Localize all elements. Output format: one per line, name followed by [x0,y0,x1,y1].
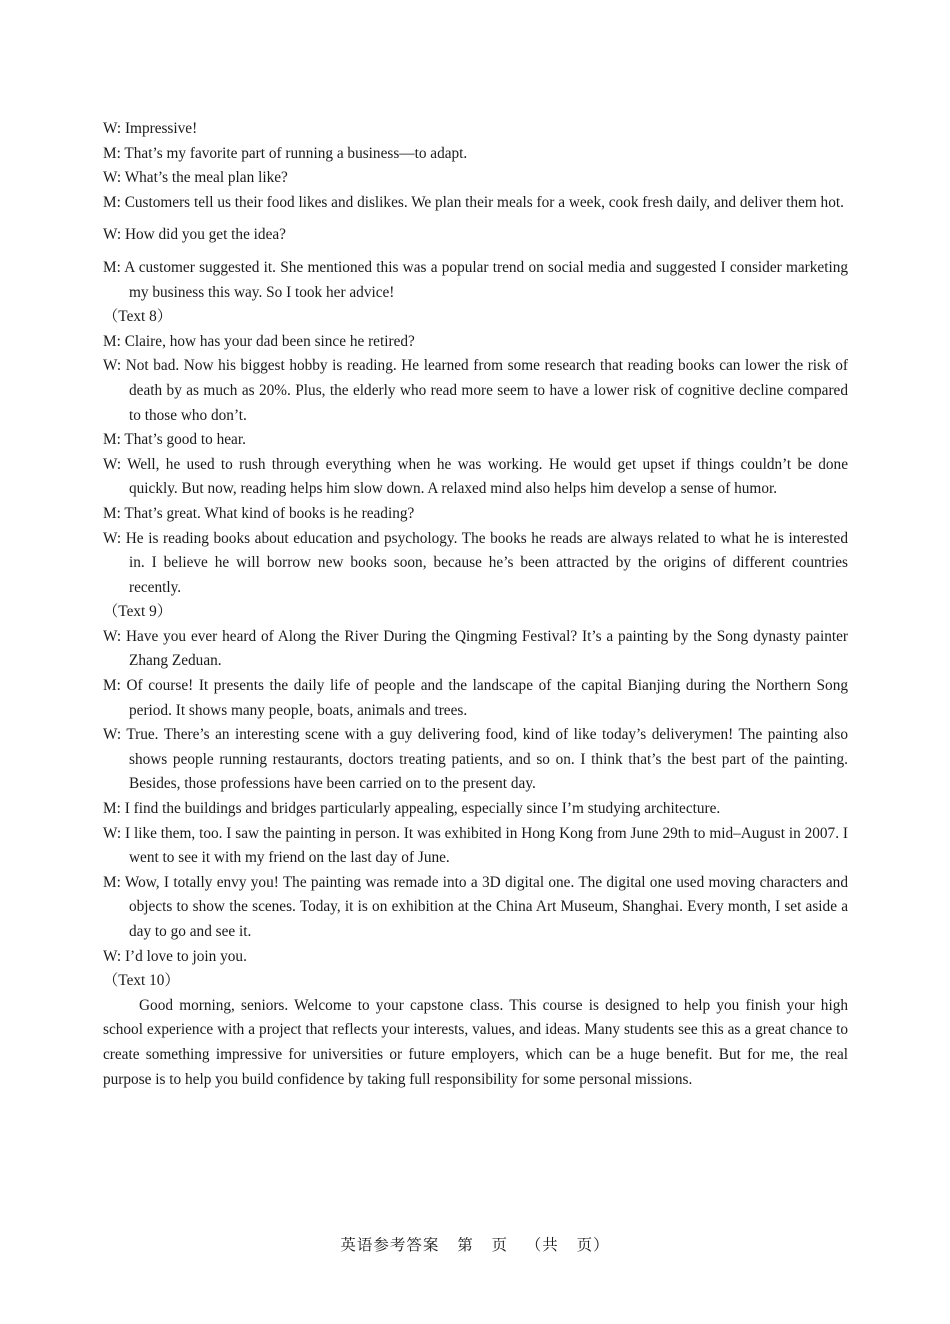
line-text: What’s the meal plan like? [124,169,288,187]
dialogue-line [103,871,848,945]
footer-ye-close: 页） [576,1236,610,1254]
speaker-label: W: [103,169,122,187]
line-text: He is reading books about education and psychology. The books he reads are always related to what he is interested in. I believe he will borrow new books soon, because he’s been attracted by the origins of different countries recently. [125,529,848,596]
line-text: Claire, how has your dad been since he retired? [124,332,415,350]
footer-di: 第 [457,1236,474,1254]
line-text: Not bad. Now his biggest hobby is reading. He learned from some research that reading books can lower the risk of death by as much as 20%. Plus, the elderly who read more seem to have a lower risk of cognitive decline compared to those who don’t. [125,357,848,424]
speaker-label: M: [103,193,121,211]
dialogue-line [103,191,848,216]
text10-heading: （Text 10） [103,972,180,990]
speaker-label: W: [103,455,122,473]
speaker-label: M: [103,431,121,449]
line-text: Impressive! [124,120,198,137]
line-text: A customer suggested it. She mentioned this was a popular trend on social media and suggested I consider marketing my business this way. So I took her advice! [124,258,848,301]
dialogue-line [103,117,848,142]
speaker-label: W: [103,726,122,744]
dialogue-line [103,502,848,527]
text8-heading: （Text 8） [103,308,173,326]
dialogue-line [103,330,848,355]
dialogue-block-text9 [103,625,848,969]
text10-paragraph: Good morning, seniors. Welcome to your capstone class. This course is designed to help you finish your high school experience with a project that reflects your interests, values, and ideas. Many students see this as a great chance to create something impressive for universities or future employers, which can be a huge benefit. But for me, the real purpose is to help you build confidence by taking full responsibility for some personal missions. [103,996,848,1088]
line-text: I’d love to join you. [124,947,247,965]
page-footer [0,1233,950,1255]
dialogue-line [103,797,848,822]
speaker-label: M: [103,504,121,522]
speaker-label: W: [103,120,122,137]
footer-ye: 页 [491,1236,508,1254]
dialogue-line [103,223,848,248]
speaker-label: W: [103,947,122,965]
line-text: That’s great. What kind of books is he reading? [124,504,415,522]
dialogue-line [103,354,848,428]
dialogue-line [103,674,848,723]
speaker-label: M: [103,873,121,891]
dialogue-line [103,453,848,502]
dialogue-block-idea [103,223,848,248]
speaker-label: M: [103,677,121,695]
speaker-label: W: [103,529,122,547]
speaker-label: M: [103,144,121,162]
speaker-label: M: [103,800,121,818]
dialogue-line [103,166,848,191]
text9-heading: （Text 9） [103,603,173,621]
line-text: Customers tell us their food likes and dislikes. We plan their meals for a week, cook fresh daily, and deliver them hot. [124,193,844,211]
dialogue-block-text7-end [103,117,848,215]
line-text: Of course! It presents the daily life of people and the landscape of the capital Bianjing during the Northern Song period. It shows many people, boats, animals and trees. [126,677,848,719]
speaker-label: M: [103,332,121,350]
line-text: Wow, I totally envy you! The painting was remade into a 3D digital one. The digital one used moving characters and objects to show the scenes. Today, it is on exhibition at the China Art Museum, Shanghai. Every month, I set aside a day to go and see it. [124,873,848,940]
dialogue-block-text8 [103,330,848,601]
dialogue-line [103,527,848,601]
speaker-label: M: [103,258,121,276]
speaker-label: W: [103,357,122,375]
line-text: I find the buildings and bridges particularly appealing, especially since I’m studying architecture. [124,800,721,818]
dialogue-line [103,428,848,453]
line-text: That’s good to hear. [124,431,246,449]
dialogue-line [103,625,848,674]
dialogue-line [103,142,848,167]
line-text: Well, he used to rush through everything when he was working. He would get upset if things couldn’t be done quickly. But now, reading helps him slow down. A relaxed mind also helps him develop a sense of humor. [127,455,848,498]
line-text: Have you ever heard of Along the River During the Qingming Festival? It’s a painting by the Song dynasty painter Zhang Zeduan. [126,627,848,670]
speaker-label: W: [103,627,122,645]
footer-subject: 英语参考答案 [340,1236,440,1254]
dialogue-line [103,945,848,970]
speaker-label: W: [103,824,122,842]
line-text: True. There’s an interesting scene with a guy delivering food, kind of like today’s deliverymen! The painting also shows people running restaurants, doctors treating patients, and so on. I think that’s the best part of the painting. Besides, those professions have been carried on to the present day. [126,726,848,793]
footer-gong: （共 [525,1236,559,1254]
dialogue-block-suggestion [103,256,848,305]
line-text: How did you get the idea? [124,226,286,244]
document-body [103,117,848,1092]
dialogue-line [103,256,848,305]
line-text: That’s my favorite part of running a business—to adapt. [124,144,468,162]
dialogue-line [103,723,848,797]
speaker-label: W: [103,226,122,244]
line-text: I like them, too. I saw the painting in person. It was exhibited in Hong Kong from June 29th to mid–August in 2007. I went to see it with my friend on the last day of June. [125,824,848,867]
dialogue-line [103,822,848,871]
